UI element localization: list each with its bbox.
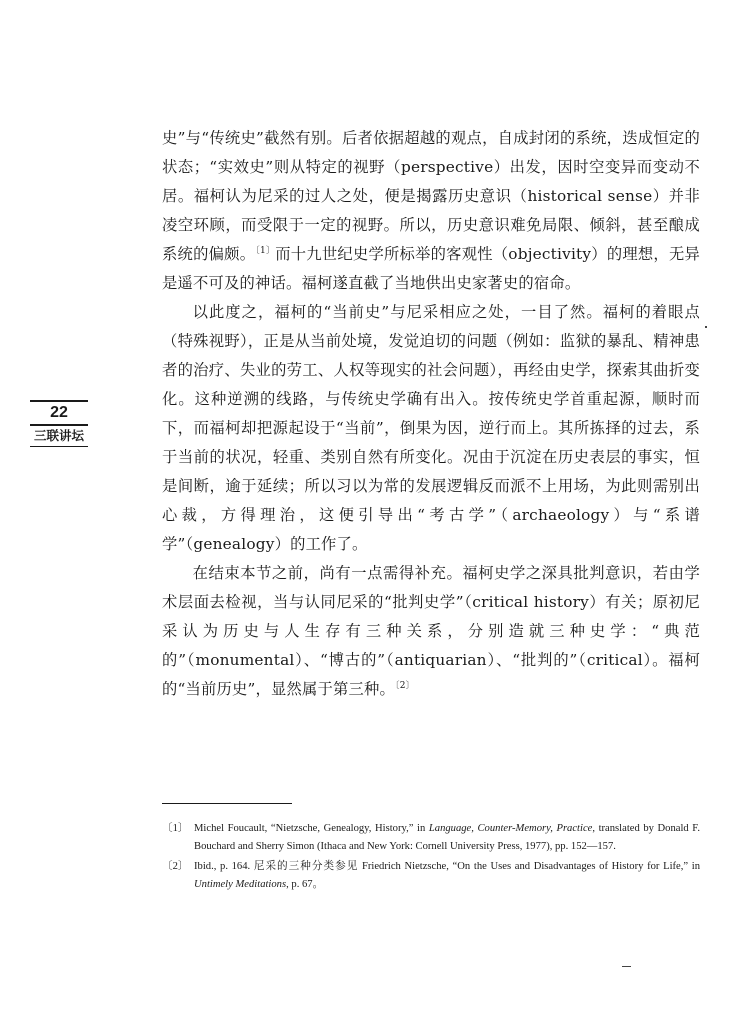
footnote-book-title: Language, Counter-Memory, Practice bbox=[428, 823, 593, 834]
footnote-text bbox=[194, 820, 700, 856]
scan-speck bbox=[622, 966, 631, 967]
paragraph-text: 在结束本节之前，尚有一点需得补充。福柯史学之深具批判意识，若由学术层面去检视，当与认同尼采的“批判史学”（critical history）有关；原初尼采认为历史与人生存有三种关系，分别造就三种史学：“典范的”（monumental）、“博古的”（antiquarian）、“批判的”（critical）。福柯的“当前历史”，显然属于第三种。 bbox=[162, 564, 700, 698]
footnote-2 bbox=[162, 858, 700, 894]
footnote-text-start: Ibid., p. 164. 尼采的三种分类参见 Friedrich Nietzsche, “On the Uses and Disadvantages of History for Life,” in bbox=[194, 861, 700, 872]
footnotes bbox=[162, 820, 700, 896]
paragraph-text: 史”与“传统史”截然有别。后者依据超越的观点，自成封闭的系统，迭成恒定的状态；“实效史”则从特定的视野（perspective）出发，因时空变异而变动不居。福柯认为尼采的过人之处，便是揭露历史意识（historical sense）并非凌空环顾，而受限于一定的视野。所以，历史意识难免局限、倾斜，甚至酿成系统的偏颇。 bbox=[162, 129, 700, 263]
margin-tab bbox=[30, 400, 88, 447]
paragraph-text: 以此度之，福柯的“当前史”与尼采相应之处，一目了然。福柯的着眼点（特殊视野），正是从当前处境，发觉迫切的问题（例如：监狱的暴乱、精神患者的治疗、失业的劳工、人权等现实的社会问题），再经由史学，探索其曲折变化。这种逆溯的线路，与传统史学确有出入。按传统史学首重起源，顺时而下，而福柯却把源起设于“当前”，倒果为因，逆行而上。其所拣择的过去，系于当前的状况，轻重、类别自然有所变化。况由于沉淀在历史表层的事实，恒是间断，逾于延续；所以习以为常的发展逻辑反而派不上用场，为此则需别出心裁，方得理治，这便引导出“考古学”（archaeology）与“系谱学”（genealogy）的工作了。 bbox=[162, 303, 700, 553]
body-text bbox=[162, 124, 700, 704]
series-title: 三联讲坛 bbox=[30, 426, 88, 447]
note-reference-1: 〔1〕 bbox=[255, 245, 276, 256]
note-reference-2: 〔2〕 bbox=[395, 680, 415, 691]
footnote-1 bbox=[162, 820, 700, 856]
page-number: 22 bbox=[30, 400, 88, 426]
footnote-text-end: , p. 67。 bbox=[286, 879, 324, 890]
scan-speck bbox=[705, 326, 707, 328]
paragraph-3 bbox=[162, 559, 700, 704]
footnote-mark: 〔1〕 bbox=[162, 823, 189, 834]
footnote-text-start: Michel Foucault, “Nietzsche, Genealogy, History,” in bbox=[194, 823, 429, 834]
footnote-text-end: , translated by Donald F. Bouchard and Sherry Simon (Ithaca and New York: Cornell University Press, 1977), pp. 152—157. bbox=[194, 823, 700, 852]
paragraph-1 bbox=[162, 124, 700, 298]
paragraph-2 bbox=[162, 298, 700, 559]
footnote-divider bbox=[162, 803, 292, 804]
paragraph-text-continued: 而十九世纪史学所标举的客观性（objectivity）的理想，无异是遥不可及的神话。福柯遂直截了当地供出史家著史的宿命。 bbox=[162, 245, 701, 292]
footnote-text bbox=[194, 858, 700, 894]
footnote-mark: 〔2〕 bbox=[162, 861, 189, 872]
footnote-book-title: Untimely Meditations bbox=[194, 879, 287, 890]
